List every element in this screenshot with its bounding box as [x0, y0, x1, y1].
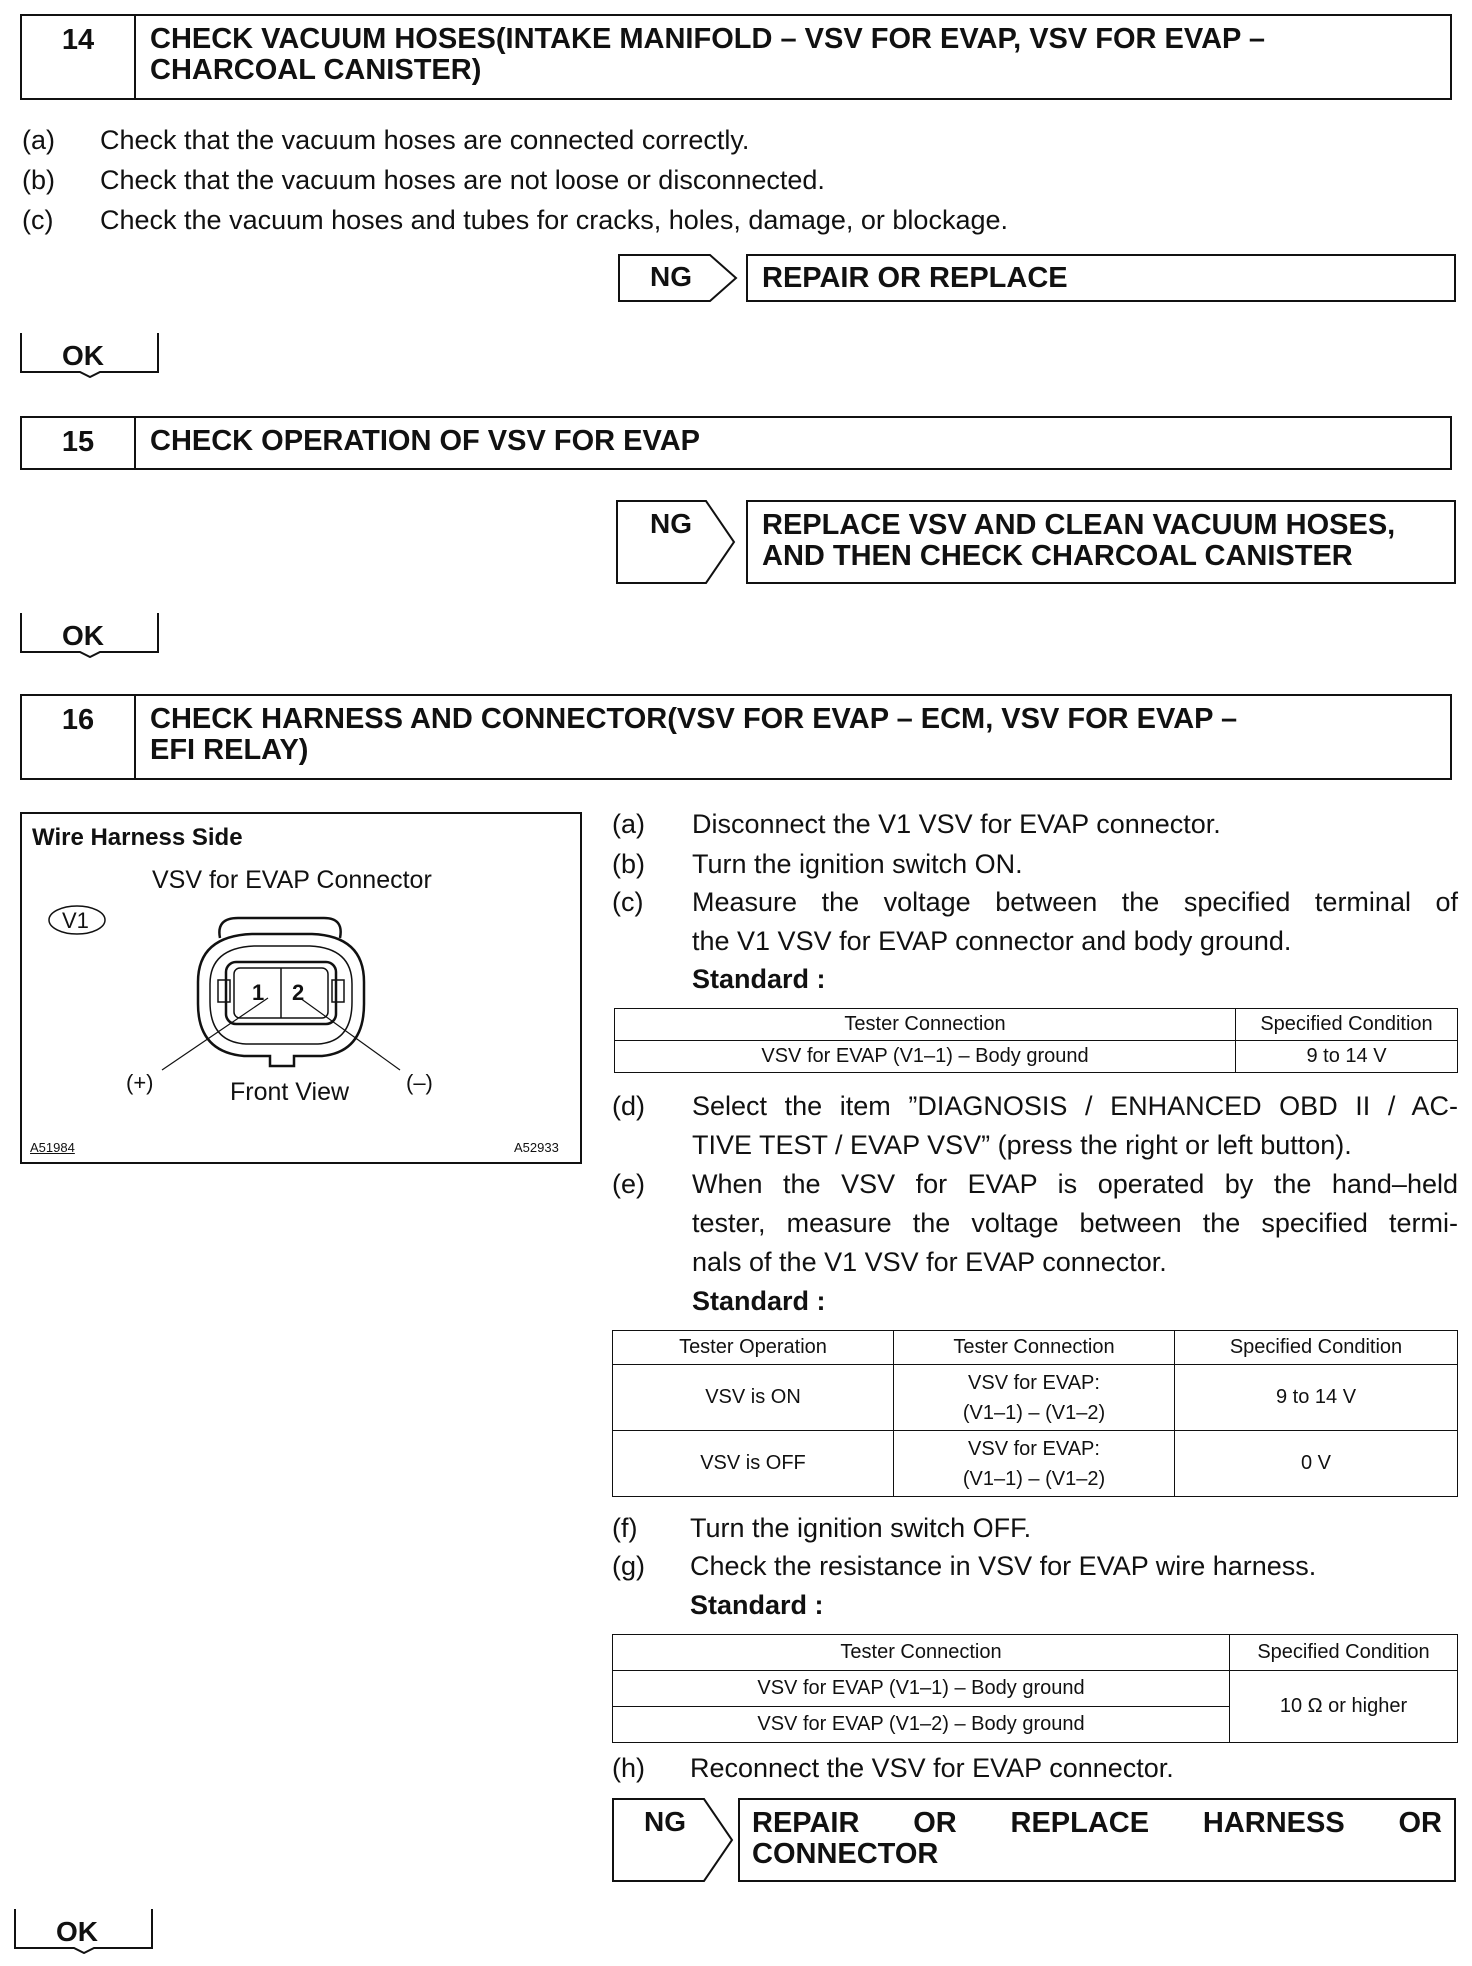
table-header: Specified Condition: [1175, 1331, 1458, 1365]
table-cell: VSV for EVAP (V1–1) – Body ground: [615, 1041, 1236, 1073]
step-number: 14: [22, 16, 136, 98]
spec-table-3: [612, 1634, 1458, 1743]
table-row: [613, 1365, 1458, 1431]
step-title: CHECK VACUUM HOSES(INTAKE MANIFOLD – VSV FOR EVAP, VSV FOR EVAP – CHARCOAL CANISTER): [150, 23, 1266, 86]
table-cell: 9 to 14 V: [1236, 1041, 1458, 1073]
pin-2-label: 2: [292, 980, 305, 1005]
table-row: [613, 1431, 1458, 1497]
table-cell: VSV is ON: [613, 1365, 894, 1431]
view-label: Front View: [230, 1078, 350, 1106]
ng-label: NG: [650, 508, 692, 539]
table-cell: 0 V: [1175, 1431, 1458, 1497]
connector-name: VSV for EVAP Connector: [152, 866, 432, 894]
ng-result-box: REPLACE VSV AND CLEAN VACUUM HOSES, AND THEN CHECK CHARCOAL CANISTER: [746, 500, 1456, 584]
figure-code-right: A52933: [514, 1140, 559, 1155]
ng-label: NG: [650, 261, 692, 292]
minus-label: (–): [406, 1070, 433, 1095]
step-14-header: [20, 14, 1452, 100]
standard-label: Standard :: [690, 1590, 824, 1620]
list-item: (d) Select the item ”DIAGNOSIS / ENHANCED OBD II / AC- TIVE TEST / EVAP VSV” (press the right or left button).: [612, 1091, 1458, 1160]
step-number: 15: [22, 418, 136, 468]
spec-table-1: [614, 1008, 1458, 1073]
diagram-heading: Wire Harness Side: [32, 824, 243, 851]
ng-result-box: REPAIR OR REPLACE: [746, 254, 1456, 302]
table-header: Tester Operation: [613, 1331, 894, 1365]
ok-label: OK: [62, 340, 104, 371]
table-cell: VSV for EVAP: (V1–1) – (V1–2): [894, 1365, 1175, 1431]
table-cell: VSV is OFF: [613, 1431, 894, 1497]
plus-label: (+): [126, 1070, 154, 1095]
table-row: [613, 1671, 1458, 1707]
step-title: CHECK HARNESS AND CONNECTOR(VSV FOR EVAP – ECM, VSV FOR EVAP – EFI RELAY): [150, 703, 1238, 766]
table-row: [615, 1041, 1458, 1073]
connector-code: V1: [62, 908, 89, 933]
connector-diagram: [20, 812, 582, 1164]
table-cell: VSV for EVAP (V1–2) – Body ground: [613, 1707, 1230, 1743]
ng-label: NG: [644, 1806, 686, 1837]
spec-table-2: [612, 1330, 1458, 1497]
table-cell: 9 to 14 V: [1175, 1365, 1458, 1431]
table-header: Tester Connection: [615, 1009, 1236, 1041]
step-16-header: [20, 694, 1452, 780]
pin-1-label: 1: [252, 980, 265, 1005]
table-cell: VSV for EVAP (V1–1) – Body ground: [613, 1671, 1230, 1707]
standard-label: Standard :: [692, 1286, 826, 1316]
list-item: (e) When the VSV for EVAP is operated by the hand–held tester, measure the voltage between the specified termi- nals of the V1 VSV for EVAP connector.: [612, 1169, 1458, 1277]
table-header: Specified Condition: [1230, 1635, 1458, 1671]
table-cell: 10 Ω or higher: [1230, 1671, 1458, 1743]
table-header: Tester Connection: [894, 1331, 1175, 1365]
step-number: 16: [22, 696, 136, 778]
table-header: Specified Condition: [1236, 1009, 1458, 1041]
figure-code-left: A51984: [30, 1140, 75, 1155]
standard-label: Standard :: [692, 964, 826, 994]
table-header: Tester Connection: [613, 1635, 1230, 1671]
ng-result-box: REPAIR OR REPLACE HARNESS OR CONNECTOR: [738, 1798, 1456, 1882]
table-cell: VSV for EVAP: (V1–1) – (V1–2): [894, 1431, 1175, 1497]
step-title: CHECK OPERATION OF VSV FOR EVAP: [150, 425, 700, 457]
step-15-header: [20, 416, 1452, 470]
list-item: (c) Measure the voltage between the specified terminal of the V1 VSV for EVAP connector and body ground.: [612, 887, 1458, 956]
ok-label: OK: [62, 620, 104, 651]
ok-label: OK: [56, 1916, 98, 1947]
